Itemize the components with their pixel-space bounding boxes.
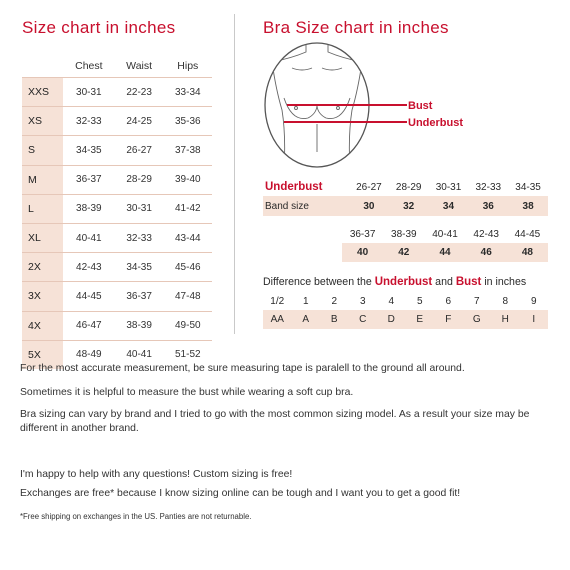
table-row: [22, 78, 212, 107]
size-label: 2X: [22, 253, 63, 282]
size-label: XL: [22, 223, 63, 252]
cup-size-row: [263, 310, 548, 329]
band-value: 40: [357, 247, 369, 258]
size-label: 5X: [22, 340, 63, 369]
chest-value: 30-31: [63, 78, 115, 107]
table-row: [22, 282, 212, 311]
chest-value: 46-47: [63, 311, 115, 340]
waist-value: 38-39: [115, 311, 164, 340]
table-row: [22, 253, 212, 282]
hips-value: 37-38: [164, 136, 212, 165]
band-row-2: [342, 243, 548, 262]
bust-label: Bust: [408, 100, 433, 112]
chest-value: 44-45: [63, 282, 115, 311]
waist-value: 34-35: [115, 253, 164, 282]
underbust-value: 32-33: [475, 181, 502, 193]
table-row: [22, 311, 212, 340]
underbust-label: Underbust: [408, 117, 463, 129]
difference-bust: Bust: [455, 276, 482, 288]
note-exchanges: Exchanges are free* because I know sizing online can be tough and I want you to get a good fit!: [20, 488, 461, 499]
col-chest: Chest: [75, 59, 103, 72]
table-row: [22, 107, 212, 136]
underbust-row-1: [263, 177, 548, 197]
underbust-value: 28-29: [395, 181, 422, 193]
cup-size: G: [472, 314, 481, 325]
cup-size: D: [387, 314, 395, 325]
note-measurement: For the most accurate measurement, be sure measuring tape is paralell to the ground all around.: [20, 363, 465, 374]
difference-caption: [263, 276, 526, 288]
size-label: XXS: [22, 78, 63, 107]
underbust-value: 26-27: [356, 181, 382, 193]
cup-size: A: [302, 314, 310, 325]
note-help: I'm happy to help with any questions! Custom sizing is free!: [20, 469, 293, 480]
size-label: 3X: [22, 282, 63, 311]
cup-size: I: [532, 314, 536, 325]
difference-and: and: [435, 276, 453, 288]
table-corner: [22, 54, 63, 78]
chest-value: 40-41: [63, 223, 115, 252]
difference-prefix: Difference between the: [263, 276, 372, 288]
col-hips: Hips: [177, 59, 199, 72]
band-row-1: [263, 196, 548, 216]
cup-size: C: [359, 314, 367, 325]
band-value: 34: [442, 200, 455, 212]
cup-size: H: [501, 314, 509, 325]
difference-inch: 1: [302, 295, 309, 307]
size-chart-table: [22, 54, 212, 369]
waist-value: 24-25: [115, 107, 164, 136]
band-value: 42: [398, 247, 410, 258]
difference-inch: 8: [502, 295, 509, 307]
note-brand-variation: Bra sizing can vary by brand and I tried to go with the most common sizing model. As a result your size may be different in another brand.: [20, 409, 530, 434]
underbust-row-2: [342, 225, 548, 243]
underbust-value: 38-39: [391, 228, 417, 240]
band-value: 46: [480, 247, 492, 258]
underbust-value: 30-31: [435, 181, 462, 193]
waist-value: 22-23: [115, 78, 164, 107]
chest-value: 48-49: [63, 340, 115, 369]
hips-value: 35-36: [164, 107, 212, 136]
difference-inch: 5: [416, 295, 423, 307]
hips-value: 33-34: [164, 78, 212, 107]
size-label: XS: [22, 107, 63, 136]
table-row: [22, 165, 212, 194]
underbust-value: 40-41: [432, 228, 458, 240]
band-value: 30: [363, 200, 375, 212]
underbust-row-label: Underbust: [265, 181, 323, 193]
difference-inch: 4: [388, 295, 395, 307]
col-waist: Waist: [126, 59, 153, 72]
chest-value: 36-37: [63, 165, 115, 194]
waist-value: 32-33: [115, 223, 164, 252]
difference-inch: 1/2: [270, 295, 285, 307]
size-label: M: [22, 165, 63, 194]
band-value: 36: [482, 200, 494, 212]
difference-inch: 3: [359, 295, 366, 307]
hips-value: 49-50: [164, 311, 212, 340]
hips-value: 51-52: [164, 340, 212, 369]
size-chart-title: Size chart in inches: [22, 18, 176, 37]
difference-inch: 6: [445, 295, 452, 307]
waist-value: 28-29: [115, 165, 164, 194]
difference-inch: 9: [530, 295, 537, 307]
hips-value: 43-44: [164, 223, 212, 252]
chest-value: 38-39: [63, 194, 115, 223]
band-row-label: Band size: [265, 200, 309, 212]
cup-size: F: [445, 314, 452, 325]
waist-value: 36-37: [115, 282, 164, 311]
hips-value: 41-42: [164, 194, 212, 223]
table-row: [22, 136, 212, 165]
bra-chart-title: Bra Size chart in inches: [263, 18, 449, 37]
note-soft-cup: Sometimes it is helpful to measure the bust while wearing a soft cup bra.: [20, 387, 354, 398]
waist-value: 40-41: [115, 340, 164, 369]
torso-diagram: [262, 40, 463, 170]
underbust-value: 36-37: [349, 228, 376, 240]
table-row: [22, 194, 212, 223]
difference-underbust: Underbust: [374, 276, 433, 288]
difference-inches-row: [263, 292, 548, 310]
band-value: 32: [403, 200, 415, 212]
chest-value: 34-35: [63, 136, 115, 165]
hips-value: 39-40: [164, 165, 212, 194]
size-label: L: [22, 194, 63, 223]
difference-inch: 7: [473, 295, 480, 307]
waist-value: 30-31: [115, 194, 164, 223]
cup-size: E: [416, 314, 424, 325]
chest-value: 42-43: [63, 253, 115, 282]
size-label: S: [22, 136, 63, 165]
underbust-value: 44-45: [514, 228, 541, 240]
band-value: 48: [521, 247, 533, 258]
hips-value: 45-46: [164, 253, 212, 282]
band-value: 44: [439, 247, 451, 258]
difference-inch: 2: [331, 295, 338, 307]
difference-suffix: in inches: [484, 276, 527, 288]
waist-value: 26-27: [115, 136, 164, 165]
band-value: 38: [522, 200, 534, 212]
table-row: [22, 223, 212, 252]
cup-size: AA: [270, 314, 284, 325]
column-divider: [234, 14, 235, 334]
underbust-value: 34-35: [515, 181, 541, 193]
underbust-value: 42-43: [473, 228, 499, 240]
footnote: *Free shipping on exchanges in the US. Panties are not returnable.: [20, 512, 252, 521]
hips-value: 47-48: [164, 282, 212, 311]
cup-size: B: [330, 314, 338, 325]
chest-value: 32-33: [63, 107, 115, 136]
size-label: 4X: [22, 311, 63, 340]
